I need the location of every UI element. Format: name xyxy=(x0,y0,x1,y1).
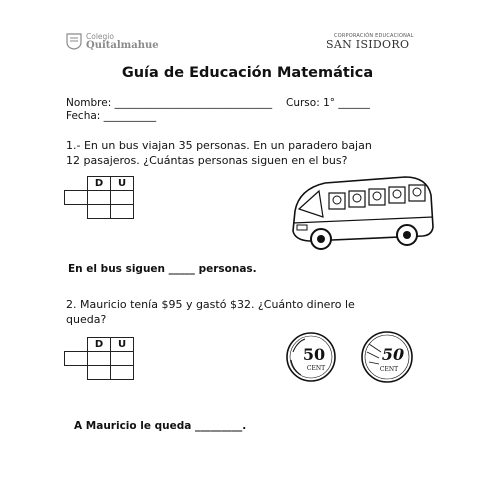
school-right-line1: CORPORACIÓN EDUCACIONAL xyxy=(334,33,414,39)
school-logo-right xyxy=(326,33,422,51)
coin-left xyxy=(287,333,335,381)
units-header: U xyxy=(111,177,134,191)
crest-icon xyxy=(66,32,82,50)
place-value-table-2 xyxy=(64,337,134,380)
table-cell xyxy=(65,191,88,205)
units-header: U xyxy=(111,338,134,352)
coin-illustration xyxy=(283,330,419,386)
table-cell xyxy=(111,366,134,380)
school-logo-left xyxy=(66,31,176,53)
table-cell xyxy=(111,205,134,219)
coin-unit: CENT xyxy=(306,365,326,372)
place-value-table-1 xyxy=(64,176,134,219)
coin-value: 50 xyxy=(302,345,326,364)
problem1-line1: 1.- En un bus viajan 35 personas. En un paradero bajan xyxy=(66,139,372,152)
table-cell xyxy=(65,352,88,366)
problem1-line2: 12 pasajeros. ¿Cuántas personas siguen en el bus? xyxy=(66,154,348,167)
coin-unit: CENT xyxy=(379,366,399,373)
table-cell xyxy=(88,352,111,366)
course-field: Curso: 1° ______ xyxy=(286,97,370,109)
problem1-answer: En el bus siguen _____ personas. xyxy=(68,263,257,275)
problem2-line2: queda? xyxy=(66,313,107,326)
date-field: Fecha: __________ xyxy=(66,110,157,122)
table-cell xyxy=(111,352,134,366)
name-field: Nombre: ______________________________ xyxy=(66,97,273,109)
coin-right xyxy=(362,332,412,382)
table-cell xyxy=(111,191,134,205)
coin-value: 50 xyxy=(381,345,405,364)
tens-header: D xyxy=(88,338,111,352)
page-title: Guía de Educación Matemática xyxy=(121,65,374,81)
table-cell xyxy=(88,205,111,219)
table-cell xyxy=(88,366,111,380)
school-left-line1: Colegio xyxy=(86,32,114,41)
table-cell xyxy=(88,191,111,205)
tens-header: D xyxy=(88,177,111,191)
problem2-answer: A Mauricio le queda _________. xyxy=(74,420,247,432)
problem2-line1: 2. Mauricio tenía $95 y gastó $32. ¿Cuánto dinero le xyxy=(66,298,355,311)
bus-illustration xyxy=(285,173,437,255)
school-left-line2: Quitalmahue xyxy=(86,40,159,51)
school-right-line2: SAN ISIDORO xyxy=(326,38,410,51)
